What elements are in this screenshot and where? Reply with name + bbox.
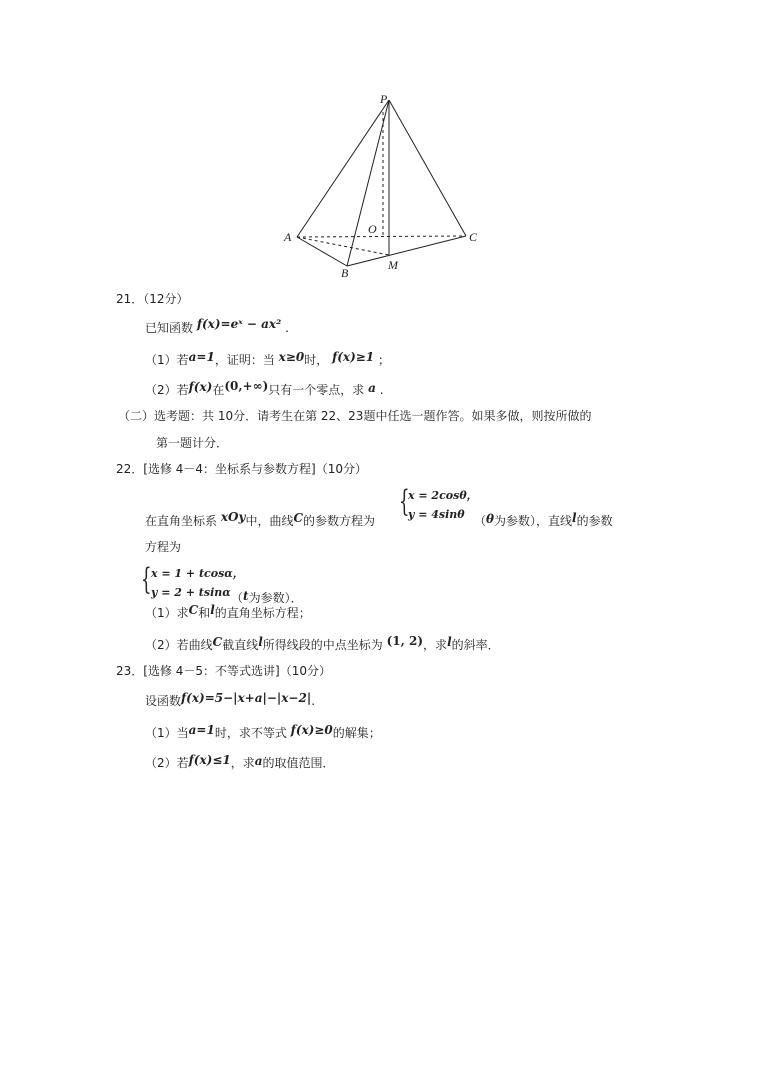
section2-line2: 第一题计分． bbox=[156, 436, 229, 450]
q23-p1-ineq: f(x)≥0 bbox=[290, 723, 333, 737]
q22-part2 bbox=[145, 634, 500, 652]
q22-p2-point: (1, 2) bbox=[386, 634, 424, 648]
q22-part1 bbox=[145, 603, 311, 620]
label-A: A bbox=[284, 230, 292, 244]
q22-stem-mid2: 的参数方程为 bbox=[303, 514, 376, 528]
q22-theta: θ bbox=[486, 512, 495, 526]
q22-stem-mid: 中，曲线 bbox=[245, 514, 294, 528]
q23-stem-prefix: 设函数 bbox=[145, 694, 182, 708]
q21-p2-interval: (0,+∞) bbox=[224, 379, 269, 393]
q21-stem-prefix: 已知函数 bbox=[145, 321, 194, 335]
q21-p1-end: ； bbox=[377, 353, 390, 367]
q22-p2-prefix: （2）若曲线 bbox=[145, 638, 213, 652]
q23-p2-ineq: f(x)≤1 bbox=[188, 753, 231, 767]
q21-header: 21．（12分） bbox=[116, 292, 189, 306]
q22-stem-prefix: 在直角坐标系 bbox=[145, 514, 218, 528]
edge-PA bbox=[297, 100, 389, 237]
section2-line1: （二）选考题：共 10分．请考生在第 22、23题中任选一题作答。如果多做，则按所做的 bbox=[118, 409, 592, 423]
q22-xOy: xOy bbox=[220, 510, 246, 524]
edge-BC bbox=[347, 236, 466, 266]
label-C: C bbox=[469, 230, 478, 244]
q22-param-note-post: 为参数），直线 bbox=[494, 514, 573, 528]
q22-p1-l: l bbox=[210, 603, 215, 617]
q21-p1-mid2: 时， bbox=[304, 353, 329, 367]
q23-part2 bbox=[145, 753, 335, 770]
q22-curve-brace: { bbox=[399, 484, 410, 519]
q22-t-note bbox=[231, 589, 303, 605]
q21-p2-mid: 在 bbox=[212, 383, 225, 397]
q21-p2-a: a bbox=[368, 381, 376, 395]
q22-stem-end: 的参数 bbox=[576, 514, 613, 528]
q21-stem bbox=[145, 317, 289, 335]
label-O: O bbox=[368, 222, 377, 236]
q22-line-eq2: y = 2 + tsinα bbox=[151, 586, 231, 599]
label-P: P bbox=[380, 92, 388, 106]
q23-part1 bbox=[145, 723, 381, 740]
pyramid-figure bbox=[0, 0, 761, 300]
q23-stem-formula: f(x)=5−|x+a|−|x−2| bbox=[181, 691, 312, 705]
q23-p2-end: 的取值范围． bbox=[262, 756, 335, 770]
q22-p2-l: l bbox=[258, 635, 263, 649]
q22-p1-C: C bbox=[188, 603, 199, 617]
label-B: B bbox=[341, 266, 349, 280]
q22-line2: 方程为 bbox=[145, 540, 182, 554]
q22-param-note-pre: （ bbox=[474, 514, 487, 528]
q21-p2-mid2: 只有一个零点，求 bbox=[268, 383, 365, 397]
q23-p2-prefix: （2）若 bbox=[145, 756, 189, 770]
q22-header: 22．[选修 4－4：坐标系与参数方程]（10分） bbox=[116, 462, 367, 476]
q23-stem-end: . bbox=[311, 694, 316, 708]
q21-p1-prefix: （1）若 bbox=[145, 353, 189, 367]
q23-p1-a: a=1 bbox=[188, 723, 215, 737]
q22-C: C bbox=[293, 511, 304, 525]
q21-p1-result: f(x)≥1 bbox=[332, 350, 375, 364]
q22-t-note-post: 为参数）． bbox=[248, 591, 303, 605]
q23-p1-mid: 时，求不等式 bbox=[214, 726, 287, 740]
q21-p1-cond-a: a=1 bbox=[188, 350, 215, 364]
q21-p2-f: f(x) bbox=[188, 380, 213, 394]
q22-stem bbox=[145, 510, 376, 528]
q22-curve-eq2: y = 4sinθ bbox=[408, 508, 465, 521]
q21-stem-end: . bbox=[285, 321, 289, 335]
edge-AB bbox=[297, 237, 347, 266]
q21-part2 bbox=[145, 379, 384, 397]
q21-p1-mid: ，证明：当 bbox=[214, 353, 275, 367]
q23-stem bbox=[145, 691, 316, 708]
q22-p1-end: 的直角坐标方程； bbox=[214, 606, 311, 620]
q22-line-eq1: x = 1 + tcosα， bbox=[151, 567, 244, 580]
q22-p2-end: 的斜率． bbox=[451, 638, 500, 652]
q21-p2-prefix: （2）若 bbox=[145, 383, 189, 397]
q21-part1 bbox=[145, 350, 390, 367]
q22-p2-mid2: 所得线段的中点坐标为 bbox=[262, 638, 383, 652]
q22-t: t bbox=[243, 589, 249, 603]
q22-p2-mid: 截直线 bbox=[222, 638, 259, 652]
q22-curve-eq1: x = 2cosθ， bbox=[408, 489, 478, 502]
q22-p2-C: C bbox=[212, 635, 223, 649]
q22-t-note-pre: （ bbox=[231, 591, 244, 605]
q22-stem-right bbox=[474, 511, 613, 528]
label-M: M bbox=[388, 258, 398, 272]
edge-AM-hidden bbox=[297, 237, 389, 255]
q21-p1-cond-x: x≥0 bbox=[278, 350, 305, 364]
q23-p2-mid: ，求 bbox=[230, 756, 255, 770]
q22-p2-l2: l bbox=[447, 635, 452, 649]
q22-l: l bbox=[572, 511, 577, 525]
q23-p2-a: a bbox=[254, 754, 263, 768]
q23-header: 23．[选修 4－5：不等式选讲]（10分） bbox=[116, 664, 331, 678]
q22-p1-and: 和 bbox=[198, 606, 211, 620]
q23-p1-end: 的解集； bbox=[332, 726, 381, 740]
edge-AC-hidden bbox=[297, 236, 466, 237]
q22-p1-prefix: （1）求 bbox=[145, 606, 189, 620]
q21-p2-end: . bbox=[379, 383, 384, 397]
q21-stem-formula: f(x)=eˣ − ax² bbox=[196, 317, 282, 331]
q22-line-brace: { bbox=[141, 562, 152, 597]
q22-p2-mid3: ，求 bbox=[423, 638, 448, 652]
q23-p1-prefix: （1）当 bbox=[145, 726, 189, 740]
edge-PC bbox=[389, 100, 466, 236]
